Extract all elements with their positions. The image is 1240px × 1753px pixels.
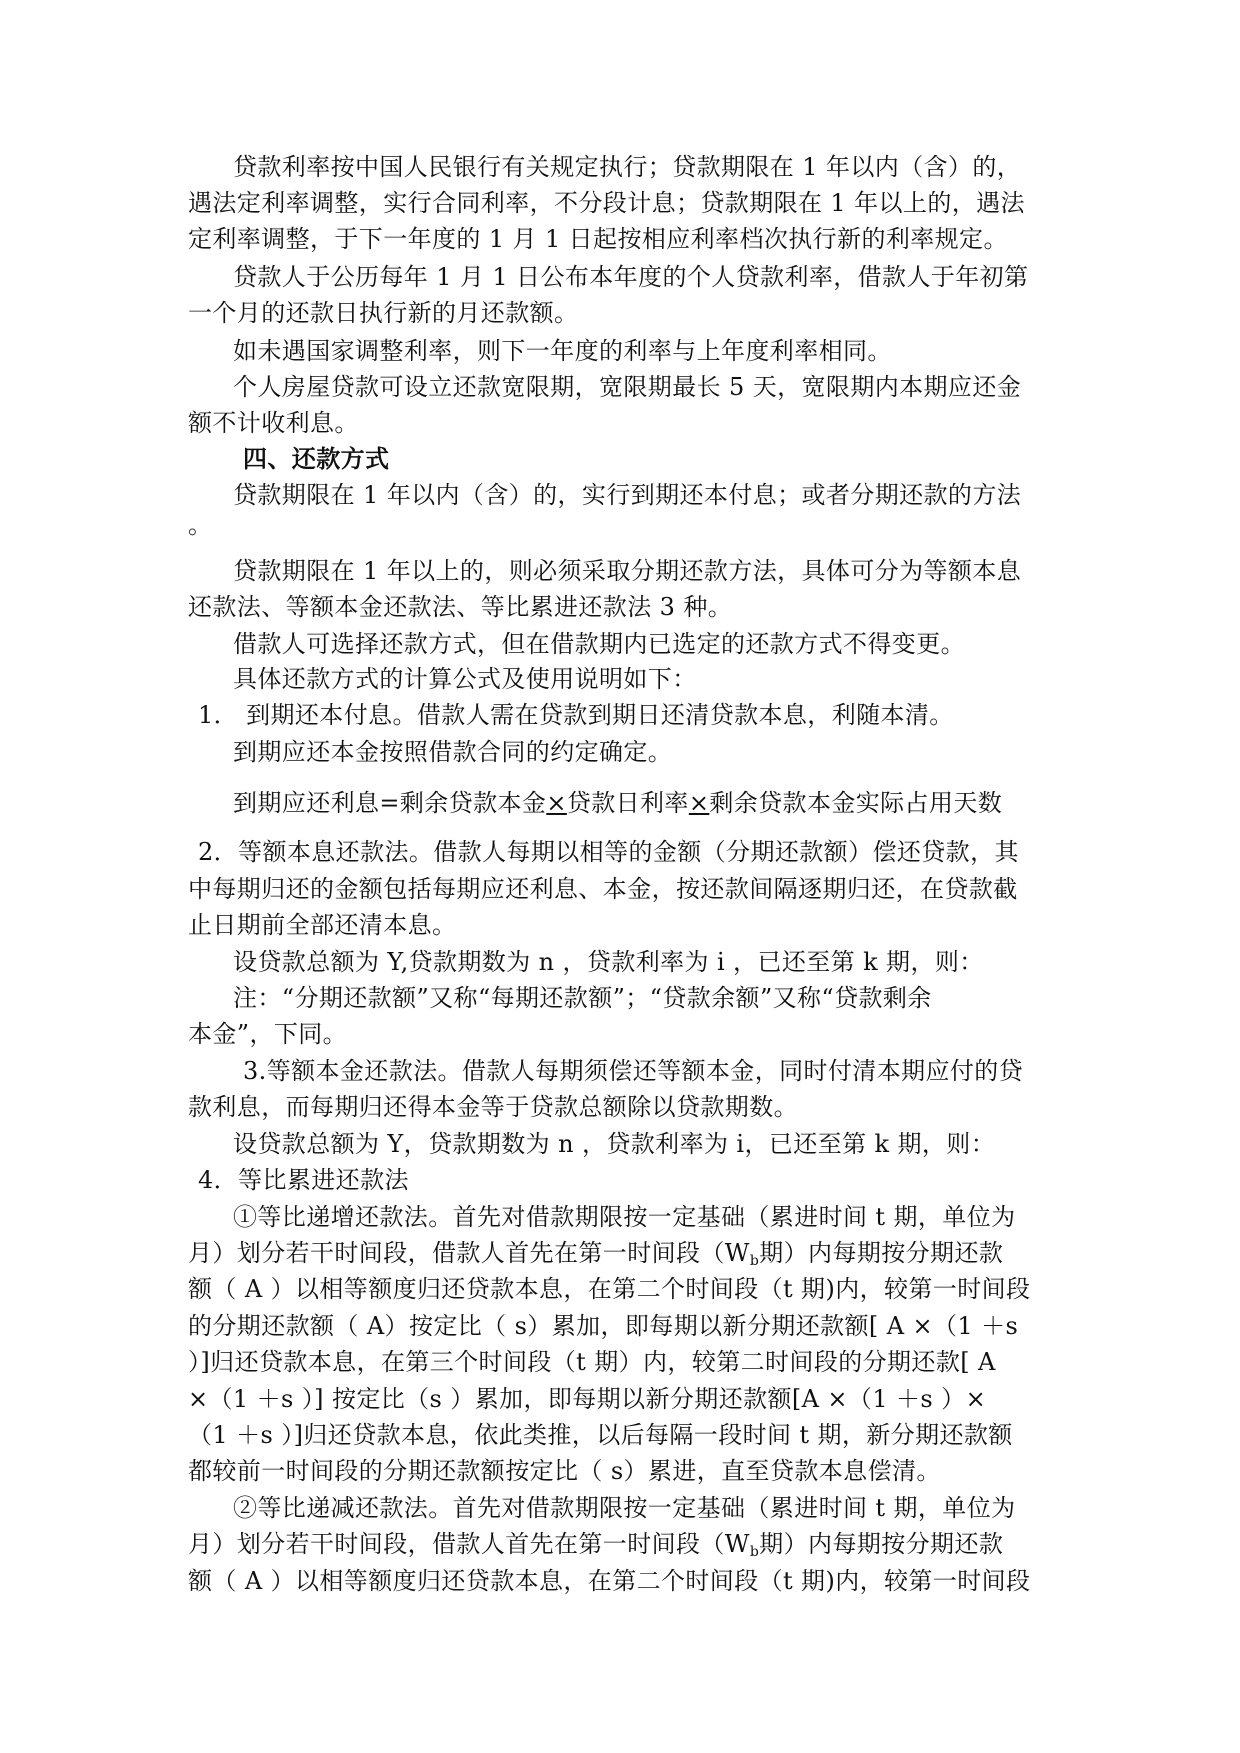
paragraph-line: 额不计收利息。 xyxy=(188,409,359,437)
list-item: 4．等比累进还款法 xyxy=(198,1166,409,1194)
paragraph-line: 设贷款总额为 Y,贷款期数为 n ，贷款利率为 i ，已还至第 k 期，则： xyxy=(233,948,984,976)
line-text: 期）内每期按分期还款 xyxy=(759,1239,1004,1267)
paragraph-line: 本金”，下同。 xyxy=(188,1020,348,1048)
line-text: 月）划分若干时间段，借款人首先在第一时间段（W xyxy=(188,1530,750,1558)
formula-part: 贷款日利率 xyxy=(566,789,689,817)
paragraph-line: 借款人可选择还款方式，但在借款期内已选定的还款方式不得变更。 xyxy=(233,630,965,658)
formula-part: 到期应还利息=剩余贷款本金 xyxy=(233,789,547,817)
line-text: 期）内每期按分期还款 xyxy=(759,1530,1004,1558)
formula-part: 剩余贷款本金实际占用天数 xyxy=(709,789,1003,817)
paragraph-line: 设贷款总额为 Y，贷款期数为 n ，贷款利率为 i，已还至第 k 期，则： xyxy=(233,1130,996,1158)
paragraph-line: ①等比递增还款法。首先对借款期限按一定基础（累进时间 t 期，单位为 xyxy=(233,1203,1016,1231)
subscript: b xyxy=(749,1544,760,1560)
paragraph-line: 贷款利率按中国人民银行有关规定执行；贷款期限在 1 年以内（含）的， xyxy=(233,153,1022,181)
paragraph-line: 到期应还本金按照借款合同的约定确定。 xyxy=(233,738,673,766)
paragraph-line: （1 ＋s ）]归还贷款本息，依此类推，以后每隔一段时间 t 期，新分期还款额 xyxy=(188,1421,1013,1449)
paragraph-line: 。 xyxy=(188,511,213,539)
paragraph-line: 都较前一时间段的分期还款额按定比（ s）累进，直至贷款本息偿清。 xyxy=(188,1457,941,1485)
times-sign: × xyxy=(688,789,710,817)
list-item: 2．等额本息还款法。借款人每期以相等的金额（分期还款额）偿还贷款，其 xyxy=(198,838,1019,866)
paragraph-line: 如未遇国家调整利率，则下一年度的利率与上年度利率相同。 xyxy=(233,337,892,365)
list-item: 1． 到期还本付息。借款人需在贷款到期日还清贷款本息，利随本清。 xyxy=(198,701,954,729)
paragraph-line: 贷款期限在 1 年以上的，则必须采取分期还款方法，具体可分为等额本息 xyxy=(233,557,1022,585)
paragraph-line: 贷款期限在 1 年以内（含）的，实行到期还本付息；或者分期还款的方法 xyxy=(233,481,1022,509)
section-heading: 四、还款方式 xyxy=(243,444,390,473)
paragraph-line: 中每期归还的金额包括每期应还利息、本金，按还款间隔逐期归还，在贷款截 xyxy=(188,875,1018,903)
times-sign: × xyxy=(546,789,567,817)
paragraph-line: 定利率调整，于下一年度的 1 月 1 日起按相应利率档次执行新的利率规定。 xyxy=(188,225,1008,253)
paragraph-line: ×（1 ＋s ）] 按定比（s ）累加，即每期以新分期还款额[A ×（1 ＋s ）× xyxy=(188,1385,987,1413)
paragraph-line xyxy=(188,1528,1003,1568)
paragraph-line: 额（ A ）以相等额度归还贷款本息，在第二个时间段（t 期)内，较第一时间段 xyxy=(188,1567,1031,1595)
paragraph-line: 贷款人于公历每年 1 月 1 日公布本年度的个人贷款利率，借款人于年初第 xyxy=(233,263,1029,291)
paragraph-line: 额（ A ）以相等额度归还贷款本息，在第二个时间段（t 期)内，较第一时间段 xyxy=(188,1275,1031,1303)
paragraph-line: 注：“分期还款额”又称“每期还款额”；“贷款余额”又称“贷款剩余 xyxy=(233,984,932,1012)
paragraph-line: ）]归还贷款本息，在第三个时间段（t 期）内，较第二时间段的分期还款[ A xyxy=(188,1348,996,1376)
paragraph-line: ②等比递减还款法。首先对借款期限按一定基础（累进时间 t 期，单位为 xyxy=(233,1494,1016,1522)
line-text: 月）划分若干时间段，借款人首先在第一时间段（W xyxy=(188,1239,750,1267)
paragraph-line: 具体还款方式的计算公式及使用说明如下： xyxy=(233,665,697,693)
paragraph-line xyxy=(188,1237,1003,1277)
formula-line xyxy=(233,787,1002,819)
list-item: 3.等额本金还款法。借款人每期须偿还等额本金，同时付清本期应付的贷 xyxy=(243,1057,1024,1085)
paragraph-line: 款利息，而每期归还得本金等于贷款总额除以贷款期数。 xyxy=(188,1093,798,1121)
paragraph-line: 的分期还款额（ A）按定比（ s）累加，即每期以新分期还款额[ A ×（1 ＋s xyxy=(188,1312,1019,1340)
paragraph-line: 一个月的还款日执行新的月还款额。 xyxy=(188,299,579,327)
subscript: b xyxy=(749,1253,760,1269)
paragraph-line: 止日期前全部还清本息。 xyxy=(188,911,457,939)
paragraph-line: 遇法定利率调整，实行合同利率，不分段计息；贷款期限在 1 年以上的，遇法 xyxy=(188,189,1025,217)
paragraph-line: 个人房屋贷款可设立还款宽限期，宽限期最长 5 天，宽限期内本期应还金 xyxy=(233,373,1022,401)
paragraph-line: 还款法、等额本金还款法、等比累进还款法 3 种。 xyxy=(188,593,733,621)
